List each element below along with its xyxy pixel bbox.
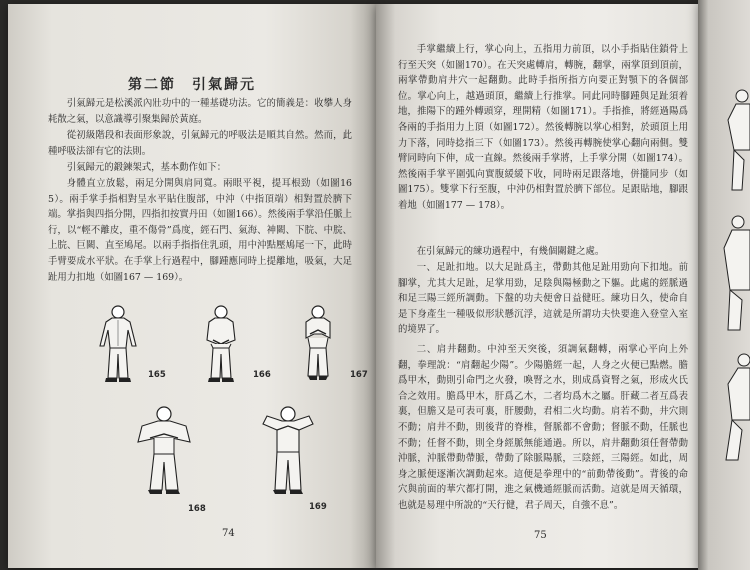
shoulder-flip-paragraph: 二、肩井翻動。中沖至天突後，須調氣翻轉，兩掌心平向上外翻，拳理說：“肩翻起少陽”。少陽膽經一起，人身之火便已點燃。膽爲甲木，動則引命門之火發，喚腎之水，則成爲資腎之氣，形成火氏合之效用。膽爲甲木，肝爲乙木，二者均爲木之屬。肝藏二者互爲表裏，但膽又是可表可裏，肝腰動，君相二火均動。肩若不動，井穴則不動；肩井不動，則後背的脊椎，督脈都不會動；督脈不動，任脈也不動；任督不動，則全身經脈無能通過。所以，肩井翻動須任督帶動沖脈，沖脈帶動帶脈，帶動了除脈陽脈，三陰經，三陽經。如此，周身之脈便逐漸次調動起來。這便是拳理中的“前動帶後動”。背後的命穴與前面的華穴都打開，進之氣機通經脈而活動。這就是周天循環，也就是易理中所說的“天行健，君子周天，自強不息”。 [398,344,688,511]
figure-167 [288,304,368,386]
continued-movement-paragraph: 手掌繼續上行，掌心向上，五指用力前頂，以小手指貼住鎖骨上行至天突（如圖170）。在天突處轉肩，轉腕，翻掌，兩掌頂到頂前，兩掌帶動肩井穴一起翻動。此時手指所指方向要正對顎下的各個部位。掌心向上，越過頭頂，繼續上行推掌。同此同時腳踵與足趾須着地，推陽下的踵外轉頭穿，理開精（如圖171）。手指推，將經過陽爲各兩的手指用力上頂（如圖172）。然後轉腕以掌心相對，於頭頂上用力下落，同時捻指三下（如圖173）。然後再轉腕使掌心翻向兩側。雙臂同時向下伸，成一直線。然後兩手掌將，上手掌分開（如圖174）。然後兩手掌平圍弧向實腹緩緩下收，同時兩足跟落地，併攏同步（如圖175）。雙掌下行至腹，中沖仍相對置於臍下部位。足跟貼地，腳跟着地（如圖177 — 178）。 [398,44,688,211]
next-page-edge [698,0,750,570]
figure-label-166: 166 [253,370,271,380]
key-points-intro: 在引氣歸元的練功過程中，有幾個關鍵之處。 [416,246,605,257]
page-number-left: 74 [222,528,235,539]
figure-label-169: 169 [309,502,327,512]
figure-label-168: 168 [188,504,206,514]
figure-166 [191,304,271,386]
toe-grip-paragraph: 一、足趾扣地。以大足趾爲主，帶動其他足趾用勁向下扣地。前腳掌，尤其大足趾，足掌用勁，足陰與陽極動之下軀。此處的經脈過和足三陽三經所調動。下盤的功夫便會日益健旺。練功日久，使命自是下身產生一種吸似形狀懸沉浮，這就是所謂功夫快要進入登堂入室的境界了。 [398,262,688,336]
figure-168 [128,404,206,514]
figure-label-167: 167 [350,370,368,380]
movement-paragraph: 身體直立放鬆，兩足分開與肩同寬。兩眼平視，提耳根勁（如圖165）。兩手掌手指相對呈水平貼住腹部，中沖（中指頂端）相對置於臍下端。掌指與四指分開，四指扣按實丹田（如圖166）。然後兩手掌沿任脈上行，以“輕不離皮，重不傷骨”爲度，經石門、氣海、神闕、下脘、中脘、上脘、巨闕、直至鳩尾。以兩手指指住乳頭，用中沖點壓鳩尾一下，此時手臂要成水平狀。在手掌上行過程中，腳踵應同時上提離地，吸氣，大足趾用力扣地（如圖167 — 169）。 [48,178,352,283]
partial-figures [698,0,750,570]
right-page [376,4,698,568]
page-number-right: 75 [534,530,547,541]
posture-intro-paragraph: 引氣歸元的鍛鍊架式，基本動作如下： [66,162,227,173]
section-heading: 第二節 引氣歸元 [128,77,256,93]
breathing-paragraph: 從初級階段和表面形象說，引氣歸元的呼吸法是順其自然。然而，此種呼吸法卻有它的法則。 [48,130,352,157]
figure-label-165: 165 [148,370,166,380]
left-page [8,4,376,568]
intro-paragraph: 引氣歸元是松溪派內壯功中的一種基礎功法。它的簡義是：收攀人身耗散之氣，以意識導引聚集歸於黃庭。 [48,98,352,125]
figure-169 [253,402,327,512]
figure-165 [88,304,166,386]
